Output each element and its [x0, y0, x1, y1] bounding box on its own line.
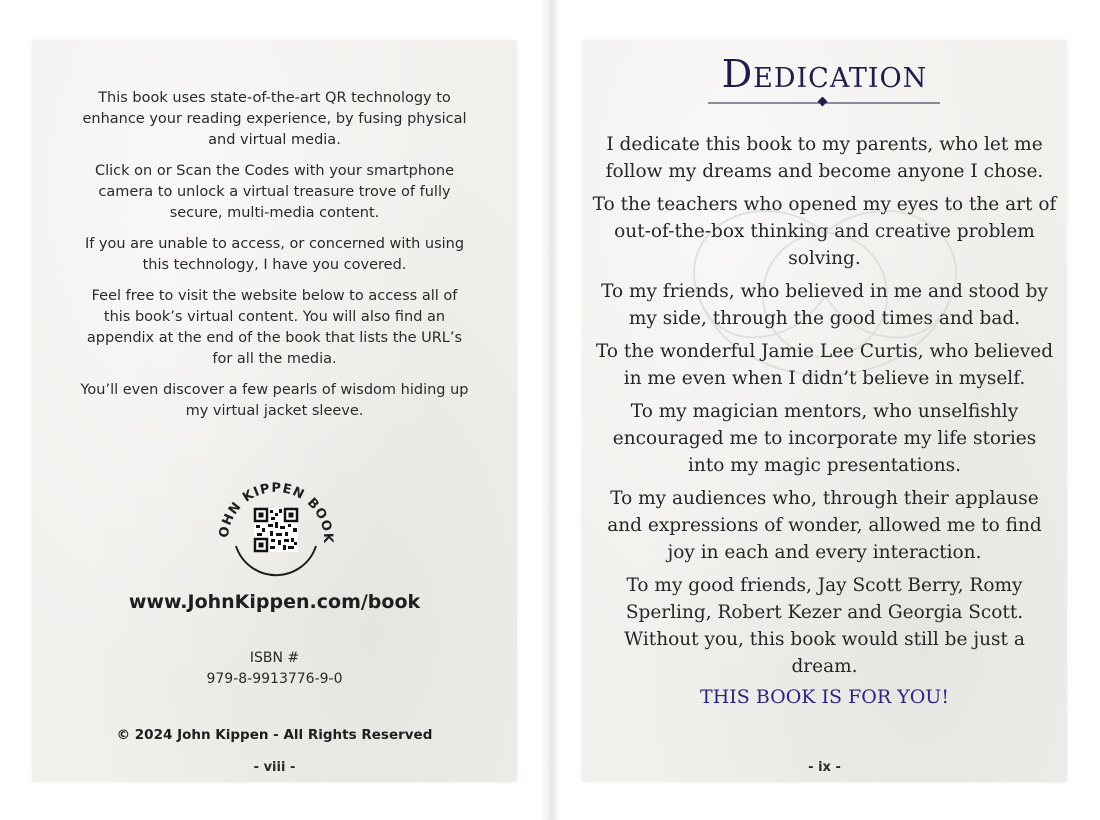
- info-paragraph: If you are unable to access, or concerned with using this technology, I have you covered.: [84, 236, 465, 273]
- qr-code-badge[interactable]: [212, 474, 340, 584]
- qr-code-icon[interactable]: [212, 474, 340, 584]
- dedication-paragraph: To the wonderful Jamie Lee Curtis, who believed in me even when I didn’t believe in myself.: [595, 341, 1054, 389]
- page-number-left: - viii -: [253, 760, 296, 775]
- dedication-title: Dedication: [721, 52, 928, 96]
- qr-info-text: [32, 88, 517, 432]
- dedication-paragraph: To the teachers who opened my eyes to the art of out-of-the-box thinking and creative problem solving.: [592, 194, 1057, 269]
- isbn-block: [32, 648, 517, 690]
- dedication-paragraph: To my magician mentors, who unselfishly encouraged me to incorporate my life stories into my magic presentations.: [612, 401, 1037, 476]
- info-paragraph: You’ll even discover a few pearls of wisdom hiding up my virtual jacket sleeve.: [80, 382, 469, 419]
- website-link[interactable]: www.JohnKippen.com/book: [128, 591, 421, 613]
- dedication-paragraph: To my friends, who believed in me and stood by my side, through the good times and bad.: [601, 281, 1048, 329]
- dedication-paragraph: I dedicate this book to my parents, who let me follow my dreams and become anyone I chose.: [605, 134, 1044, 182]
- info-paragraph: Feel free to visit the website below to access all of this book’s virtual content. You will also find an appendix at the end of the book that lists the URL’s for all the media.: [86, 288, 463, 367]
- isbn-label: ISBN #: [249, 650, 300, 666]
- title-divider: [708, 97, 940, 109]
- page-number-right: - ix -: [808, 760, 841, 775]
- qr-badge-text: OHN KIPPEN BOOK: [216, 480, 336, 545]
- book-gutter: [540, 0, 560, 820]
- copyright-notice: © 2024 John Kippen - All Rights Reserved: [116, 727, 433, 743]
- dedication-body: [592, 131, 1057, 686]
- dedication-paragraph: To my audiences who, through their applause and expressions of wonder, allowed me to find joy in each and every interaction.: [607, 488, 1042, 563]
- info-paragraph: This book uses state-of-the-art QR technology to enhance your reading experience, by fusing physical and virtual media.: [82, 90, 467, 148]
- dedication-closing: THIS BOOK IS FOR YOU!: [700, 686, 949, 708]
- dedication-paragraph: To my good friends, Jay Scott Berry, Romy Sperling, Robert Kezer and Georgia Scott. Without you, this book would still be just a dream.: [624, 575, 1025, 677]
- isbn-number: 979-8-9913776-9-0: [206, 671, 343, 687]
- info-paragraph: Click on or Scan the Codes with your smartphone camera to unlock a virtual treasure trove of fully secure, multi-media content.: [95, 163, 454, 221]
